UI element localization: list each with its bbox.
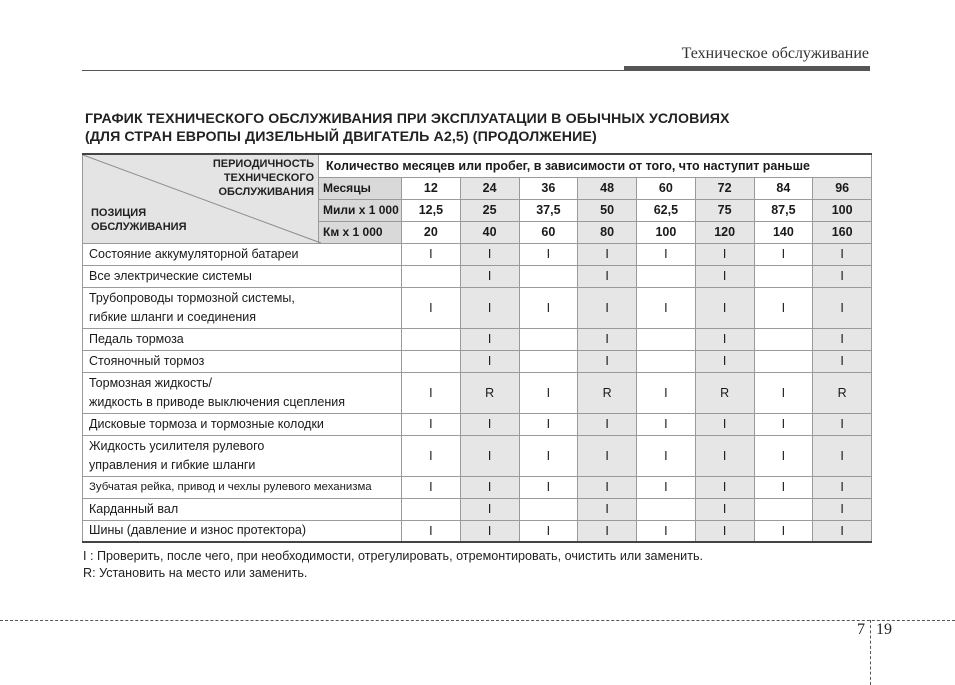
schedule-cell: I <box>754 287 813 328</box>
schedule-cell: I <box>754 476 813 498</box>
legend-r: R: Установить на место или заменить. <box>83 566 308 580</box>
schedule-cell: I <box>695 350 754 372</box>
schedule-cell: I <box>402 287 461 328</box>
maintenance-item: Дисковые тормоза и тормозные колодки <box>83 413 402 435</box>
schedule-cell: I <box>519 435 578 476</box>
table-row <box>83 476 872 498</box>
interval-value: 80 <box>578 221 637 243</box>
schedule-cell <box>637 350 696 372</box>
corner-periodicity-label: ПЕРИОДИЧНОСТЬ ТЕХНИЧЕСКОГО ОБСЛУЖИВАНИЯ <box>212 158 314 198</box>
schedule-cell: I <box>519 243 578 265</box>
table-row <box>83 520 872 542</box>
schedule-cell: I <box>695 476 754 498</box>
schedule-cell: I <box>519 413 578 435</box>
schedule-cell <box>402 265 461 287</box>
schedule-cell: I <box>460 520 519 542</box>
schedule-cell: I <box>637 243 696 265</box>
interval-value: 160 <box>813 221 872 243</box>
interval-value: 100 <box>637 221 696 243</box>
schedule-cell: I <box>578 413 637 435</box>
schedule-cell: I <box>637 476 696 498</box>
schedule-cell: R <box>695 372 754 413</box>
schedule-cell: I <box>578 328 637 350</box>
interval-value: 25 <box>460 199 519 221</box>
section-title: Техническое обслуживание <box>681 45 869 62</box>
schedule-cell: I <box>813 435 872 476</box>
schedule-cell: I <box>460 265 519 287</box>
schedule-cell: I <box>402 476 461 498</box>
schedule-cell: I <box>402 243 461 265</box>
page-title <box>85 110 730 146</box>
interval-value: 48 <box>578 177 637 199</box>
table-row <box>83 413 872 435</box>
schedule-cell: I <box>402 372 461 413</box>
interval-value: 37,5 <box>519 199 578 221</box>
maintenance-item-line: Тормозная жидкость/ <box>89 375 212 390</box>
schedule-cell: I <box>637 435 696 476</box>
schedule-cell: I <box>813 498 872 520</box>
maintenance-item <box>83 435 402 476</box>
schedule-cell: R <box>578 372 637 413</box>
maintenance-item: Шины (давление и износ протектора) <box>83 520 402 542</box>
schedule-cell: I <box>754 243 813 265</box>
schedule-cell: I <box>578 265 637 287</box>
interval-value: 72 <box>695 177 754 199</box>
schedule-cell: I <box>578 435 637 476</box>
corner-position-label: ПОЗИЦИЯ ОБСЛУЖИВАНИЯ <box>91 207 187 233</box>
schedule-cell <box>637 328 696 350</box>
interval-value: 75 <box>695 199 754 221</box>
footer-dashed-rule <box>0 620 955 621</box>
schedule-cell <box>402 328 461 350</box>
schedule-cell: I <box>460 498 519 520</box>
unit-label: Км x 1 000 <box>319 221 402 243</box>
schedule-cell: I <box>578 243 637 265</box>
maintenance-item: Стояночный тормоз <box>83 350 402 372</box>
page-number: 19 <box>876 621 892 638</box>
legend <box>83 548 703 582</box>
schedule-cell: I <box>637 287 696 328</box>
maintenance-item: Состояние аккумуляторной батареи <box>83 243 402 265</box>
interval-value: 24 <box>460 177 519 199</box>
schedule-cell: I <box>402 520 461 542</box>
schedule-cell: I <box>695 243 754 265</box>
interval-value: 60 <box>519 221 578 243</box>
schedule-cell <box>402 350 461 372</box>
legend-i: I : Проверить, после чего, при необходимости, отрегулировать, отремонтировать, очистить или заменить. <box>83 549 704 563</box>
interval-value: 100 <box>813 199 872 221</box>
schedule-cell: I <box>813 476 872 498</box>
schedule-cell <box>754 350 813 372</box>
schedule-cell: I <box>695 328 754 350</box>
maintenance-item-line: гибкие шланги и соединения <box>89 309 257 324</box>
schedule-cell: I <box>754 372 813 413</box>
maintenance-item: Зубчатая рейка, привод и чехлы рулевого механизма <box>83 476 402 498</box>
schedule-cell: I <box>695 287 754 328</box>
schedule-cell <box>754 498 813 520</box>
interval-value: 40 <box>460 221 519 243</box>
header-rule-bold <box>624 66 870 71</box>
maintenance-item-line: Трубопроводы тормозной системы, <box>89 290 295 305</box>
schedule-cell <box>519 350 578 372</box>
unit-label: Месяцы <box>319 177 402 199</box>
schedule-cell: I <box>460 350 519 372</box>
schedule-cell: I <box>519 372 578 413</box>
maintenance-item: Все электрические системы <box>83 265 402 287</box>
interval-value: 140 <box>754 221 813 243</box>
schedule-cell <box>637 498 696 520</box>
schedule-cell: I <box>460 243 519 265</box>
schedule-cell: I <box>813 520 872 542</box>
maintenance-item <box>83 287 402 328</box>
schedule-cell: I <box>519 520 578 542</box>
maintenance-item-line: управления и гибкие шланги <box>89 457 256 472</box>
interval-value: 50 <box>578 199 637 221</box>
maintenance-item <box>83 372 402 413</box>
schedule-cell <box>519 498 578 520</box>
schedule-cell: R <box>813 372 872 413</box>
interval-value: 62,5 <box>637 199 696 221</box>
schedule-cell: I <box>460 328 519 350</box>
table-row <box>83 265 872 287</box>
schedule-cell <box>754 328 813 350</box>
table-row <box>83 287 872 328</box>
schedule-cell: I <box>754 435 813 476</box>
schedule-cell <box>754 265 813 287</box>
table-row <box>83 435 872 476</box>
schedule-cell: I <box>578 287 637 328</box>
schedule-cell: I <box>813 287 872 328</box>
schedule-cell: I <box>695 498 754 520</box>
footer-dashed-divider <box>870 620 871 685</box>
table-row <box>83 350 872 372</box>
unit-label: Мили x 1 000 <box>319 199 402 221</box>
schedule-cell: I <box>460 476 519 498</box>
interval-value: 84 <box>754 177 813 199</box>
interval-value: 12,5 <box>402 199 461 221</box>
schedule-cell: I <box>519 476 578 498</box>
schedule-cell <box>519 328 578 350</box>
table-row <box>83 328 872 350</box>
schedule-cell: I <box>813 328 872 350</box>
schedule-cell: I <box>578 520 637 542</box>
schedule-cell: I <box>460 435 519 476</box>
schedule-cell: I <box>695 520 754 542</box>
schedule-cell: I <box>695 435 754 476</box>
maintenance-item-line: жидкость в приводе выключения сцепления <box>89 394 345 409</box>
title-line-1: ГРАФИК ТЕХНИЧЕСКОГО ОБСЛУЖИВАНИЯ ПРИ ЭКСПЛУАТАЦИИ В ОБЫЧНЫХ УСЛОВИЯХ <box>85 111 730 127</box>
interval-value: 36 <box>519 177 578 199</box>
interval-value: 12 <box>402 177 461 199</box>
table-corner-header <box>83 154 319 243</box>
schedule-cell: I <box>402 435 461 476</box>
schedule-cell: I <box>578 498 637 520</box>
schedule-cell: I <box>637 520 696 542</box>
schedule-cell: I <box>754 520 813 542</box>
schedule-cell: I <box>813 350 872 372</box>
maintenance-item-line: Жидкость усилителя рулевого <box>89 438 265 453</box>
schedule-cell: R <box>460 372 519 413</box>
schedule-cell: I <box>460 413 519 435</box>
schedule-cell <box>402 498 461 520</box>
table-row <box>83 243 872 265</box>
schedule-cell: I <box>813 413 872 435</box>
chapter-number: 7 <box>857 621 865 638</box>
title-line-2: (ДЛЯ СТРАН ЕВРОПЫ ДИЗЕЛЬНЫЙ ДВИГАТЕЛЬ А2,5) (ПРОДОЛЖЕНИЕ) <box>85 129 597 145</box>
schedule-cell: I <box>578 350 637 372</box>
schedule-cell: I <box>578 476 637 498</box>
schedule-cell: I <box>460 287 519 328</box>
schedule-cell: I <box>402 413 461 435</box>
schedule-cell: I <box>813 243 872 265</box>
schedule-cell: I <box>695 413 754 435</box>
interval-value: 60 <box>637 177 696 199</box>
maintenance-item: Карданный вал <box>83 498 402 520</box>
schedule-cell: I <box>637 413 696 435</box>
schedule-cell: I <box>813 265 872 287</box>
header-rule <box>82 70 624 71</box>
schedule-cell <box>519 265 578 287</box>
interval-value: 96 <box>813 177 872 199</box>
schedule-cell: I <box>695 265 754 287</box>
interval-value: 20 <box>402 221 461 243</box>
interval-value: 120 <box>695 221 754 243</box>
schedule-cell <box>637 265 696 287</box>
interval-value: 87,5 <box>754 199 813 221</box>
schedule-cell: I <box>519 287 578 328</box>
period-header: Количество месяцев или пробег, в зависимости от того, что наступит раньше <box>319 154 872 177</box>
schedule-cell: I <box>754 413 813 435</box>
maintenance-item: Педаль тормоза <box>83 328 402 350</box>
table-row <box>83 498 872 520</box>
table-row <box>83 372 872 413</box>
schedule-cell: I <box>637 372 696 413</box>
maintenance-schedule-table <box>82 153 872 543</box>
